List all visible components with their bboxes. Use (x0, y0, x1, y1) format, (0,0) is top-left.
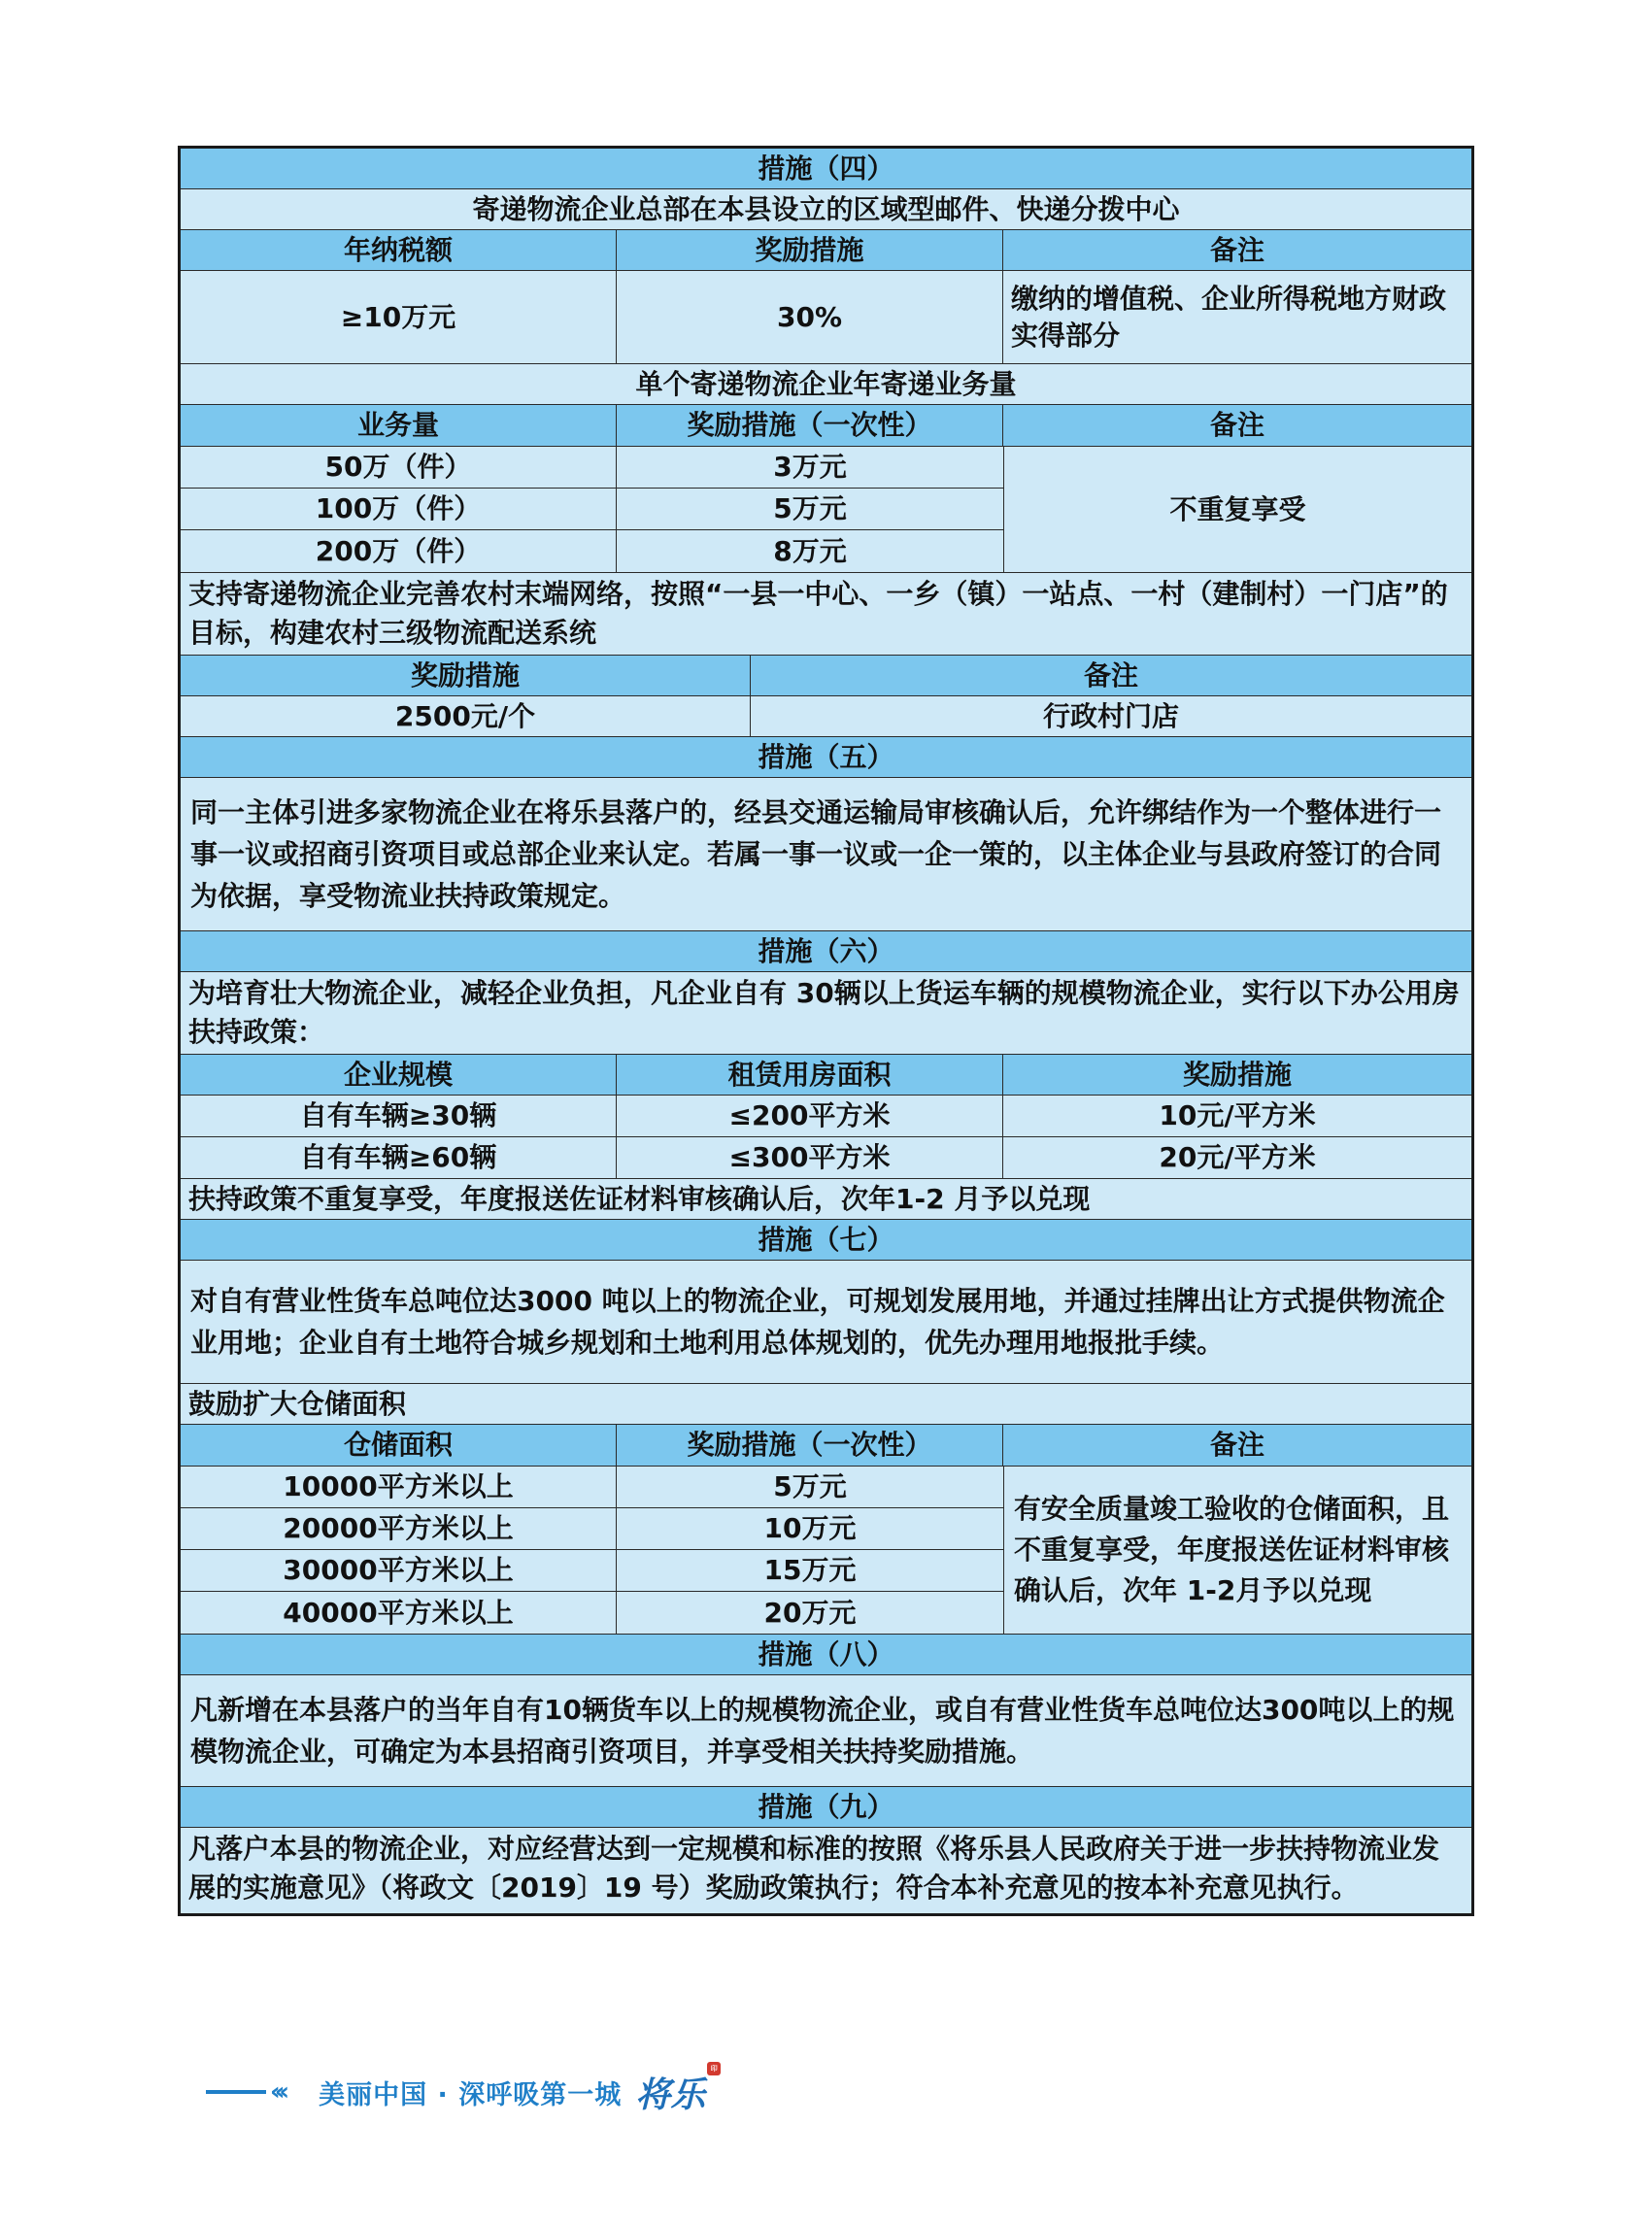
page-footer (206, 2063, 718, 2115)
table-row (181, 1467, 1003, 1508)
header-one-time-reward: 奖励措施（一次性） (617, 405, 1003, 446)
storage-subtitle-row (181, 1384, 1471, 1425)
section-6-note-row (181, 1179, 1471, 1220)
jiangle-logo (635, 2063, 718, 2117)
company-scale: 自有车辆≥30辆 (181, 1096, 617, 1136)
storage-reward: 5万元 (617, 1467, 1003, 1507)
section-6-text: 为培育壮大物流企业，减轻企业负担，凡企业自有 30辆以上货运车辆的规模物流企业，实行以下办公用房扶持政策： (181, 972, 1471, 1054)
section-8-title-row (181, 1635, 1471, 1675)
rural-network-row (181, 573, 1471, 656)
header-remark: 备注 (1003, 230, 1471, 270)
store-reward: 2500元/个 (181, 696, 751, 736)
section-6-title-row (181, 931, 1471, 972)
table-row (181, 1096, 1471, 1137)
storage-table-body (181, 1467, 1471, 1635)
storage-remark: 有安全质量竣工验收的仓储面积，且不重复享受，年度报送佐证材料审核确认后，次年 1-2月予以兑现 (1003, 1467, 1471, 1634)
storage-table-header (181, 1425, 1471, 1467)
volume-reward: 3万元 (617, 447, 1003, 488)
header-reward: 奖励措施 (181, 656, 751, 695)
section-4-subtitle: 寄递物流企业总部在本县设立的区域型邮件、快递分拨中心 (181, 189, 1471, 229)
rural-network-text: 支持寄递物流企业完善农村末端网络，按照“一县一中心、一乡（镇）一站点、一村（建制村）一门店”的目标，构建农村三级物流配送系统 (181, 573, 1471, 655)
section-7-title: 措施（七） (181, 1220, 1471, 1260)
office-table-header (181, 1055, 1471, 1096)
chevron-left-icon: ‹‹‹ (270, 2077, 285, 2107)
store-remark: 行政村门店 (751, 696, 1471, 736)
volume-value: 50万（件） (181, 447, 617, 488)
company-scale: 自有车辆≥60辆 (181, 1137, 617, 1178)
header-reward: 奖励措施 (617, 230, 1003, 270)
header-tax: 年纳税额 (181, 230, 617, 270)
header-reward: 奖励措施 (1003, 1055, 1471, 1095)
header-one-time-reward: 奖励措施（一次性） (617, 1425, 1003, 1466)
section-5-title: 措施（五） (181, 737, 1471, 777)
header-company-scale: 企业规模 (181, 1055, 617, 1095)
storage-reward: 10万元 (617, 1508, 1003, 1549)
rent-area: ≤300平方米 (617, 1137, 1003, 1178)
office-reward: 10元/平方米 (1003, 1096, 1471, 1136)
volume-subtitle-row (181, 364, 1471, 405)
section-8-text: 凡新增在本县落户的当年自有10辆货车以上的规模物流企业，或自有营业性货车总吨位达300吨以上的规模物流企业，可确定为本县招商引资项目，并享受相关扶持奖励措施。 (181, 1675, 1471, 1786)
tax-table-header (181, 230, 1471, 271)
volume-remark: 不重复享受 (1003, 447, 1471, 572)
section-5-body-row (181, 778, 1471, 931)
volume-subtitle: 单个寄递物流企业年寄递业务量 (181, 364, 1471, 404)
header-remark: 备注 (1003, 1425, 1471, 1466)
rent-area: ≤200平方米 (617, 1096, 1003, 1136)
section-5-title-row (181, 737, 1471, 778)
table-row (181, 447, 1003, 489)
table-row (181, 530, 1003, 572)
section-7-text: 对自有营业性货车总吨位达3000 吨以上的物流企业，可规划发展用地，并通过挂牌出让方式提供物流企业用地；企业自有土地符合城乡规划和土地利用总体规划的，优先办理用地报批手续。 (181, 1261, 1471, 1383)
section-9-text: 凡落户本县的物流企业，对应经营达到一定规模和标准的按照《将乐县人民政府关于进一步扶持物流业发展的实施意见》（将政文〔2019〕19 号）奖励政策执行；符合本补充意见的按本补充意见执行。 (181, 1828, 1471, 1913)
header-volume: 业务量 (181, 405, 617, 446)
storage-subtitle: 鼓励扩大仓储面积 (181, 1384, 1471, 1424)
policy-table (178, 146, 1474, 1916)
storage-area: 20000平方米以上 (181, 1508, 617, 1549)
storage-area: 30000平方米以上 (181, 1550, 617, 1591)
section-5-text: 同一主体引进多家物流企业在将乐县落户的，经县交通运输局审核确认后，允许绑结作为一个整体进行一事一议或招商引资项目或总部企业来认定。若属一事一议或一企一策的，以主体企业与县政府签订的合同为依据，享受物流业扶持政策规定。 (181, 778, 1471, 930)
seal-icon: 印 (707, 2062, 721, 2075)
office-reward: 20元/平方米 (1003, 1137, 1471, 1178)
section-6-note: 扶持政策不重复享受，年度报送佐证材料审核确认后，次年1-2 月予以兑现 (181, 1179, 1471, 1219)
header-remark: 备注 (1003, 405, 1471, 446)
footer-rule (206, 2090, 266, 2094)
volume-reward: 8万元 (617, 530, 1003, 572)
volume-table-header (181, 405, 1471, 447)
storage-area: 10000平方米以上 (181, 1467, 617, 1507)
section-4-subtitle-row (181, 189, 1471, 230)
table-row (181, 1550, 1003, 1592)
section-8-title: 措施（八） (181, 1635, 1471, 1674)
table-row (181, 489, 1003, 530)
table-row (181, 1592, 1003, 1634)
section-8-body-row (181, 1675, 1471, 1787)
section-9-title-row (181, 1787, 1471, 1828)
table-row (181, 1508, 1003, 1550)
section-4-title: 措施（四） (181, 149, 1471, 188)
storage-reward: 20万元 (617, 1592, 1003, 1634)
tax-table-row (181, 271, 1471, 364)
storage-area: 40000平方米以上 (181, 1592, 617, 1634)
store-table-header (181, 656, 1471, 696)
header-rent-area: 租赁用房面积 (617, 1055, 1003, 1095)
header-remark: 备注 (751, 656, 1471, 695)
volume-value: 200万（件） (181, 530, 617, 572)
store-table-row (181, 696, 1471, 737)
storage-reward: 15万元 (617, 1550, 1003, 1591)
section-9-title: 措施（九） (181, 1787, 1471, 1827)
section-7-title-row (181, 1220, 1471, 1261)
section-6-body-row (181, 972, 1471, 1055)
table-row (181, 1137, 1471, 1179)
volume-value: 100万（件） (181, 489, 617, 529)
volume-reward: 5万元 (617, 489, 1003, 529)
section-4-title-row (181, 149, 1471, 189)
tax-reward: 30% (617, 271, 1003, 363)
section-6-title: 措施（六） (181, 931, 1471, 971)
logo-text: 将乐 (635, 2074, 706, 2115)
header-storage-area: 仓储面积 (181, 1425, 617, 1466)
footer-slogan: 美丽中国 · 深呼吸第一城 (319, 2079, 623, 2110)
tax-amount: ≥10万元 (181, 271, 617, 363)
tax-remark: 缴纳的增值税、企业所得税地方财政实得部分 (1003, 271, 1471, 363)
section-9-body-row (181, 1828, 1471, 1913)
volume-table-body (181, 447, 1471, 573)
section-7-body-row (181, 1261, 1471, 1384)
